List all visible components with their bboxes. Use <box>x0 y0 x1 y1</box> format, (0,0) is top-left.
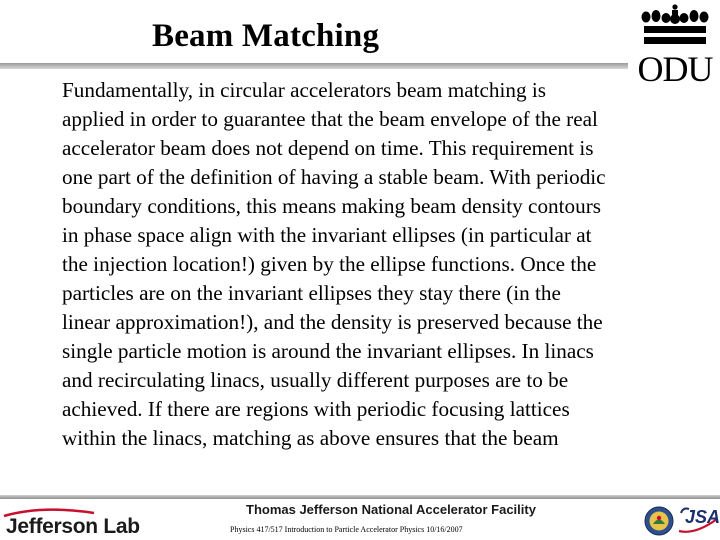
body-text-line: linear approximation!), and the density is preserved because the <box>62 310 603 334</box>
body-text-line: applied in order to guarantee that the beam envelope of the real <box>62 107 598 131</box>
body-text-line: accelerator beam does not depend on time. This requirement is <box>62 136 594 160</box>
body-text-line: single particle motion is around the invariant ellipses. In linacs <box>62 339 594 363</box>
jsa-logo <box>677 505 719 537</box>
slide-title: Beam Matching <box>152 18 380 54</box>
slide-body <box>62 76 702 453</box>
body-text-line: one part of the definition of having a stable beam. With periodic <box>62 165 606 189</box>
jsa-logo-text: JSA <box>685 507 720 527</box>
doe-seal-icon <box>644 506 674 536</box>
body-text-line: boundary conditions, this means making beam density contours <box>62 194 602 218</box>
body-text-line: within the linacs, matching as above ensures that the beam <box>62 426 559 450</box>
crown-icon <box>636 4 714 50</box>
title-divider <box>0 63 628 69</box>
body-text-line: the injection location!) given by the ellipse functions. Once the <box>62 252 597 276</box>
jefferson-lab-text: Jefferson Lab <box>6 515 140 538</box>
body-text-line: particles are on the invariant ellipses they stay there (in the <box>62 281 561 305</box>
body-text-line: achieved. If there are regions with periodic focusing lattices <box>62 397 570 421</box>
body-text-line: in phase space align with the invariant ellipses (in particular at <box>62 223 592 247</box>
jefferson-lab-logo <box>2 507 142 537</box>
body-text-line: Fundamentally, in circular accelerators beam matching is <box>62 78 546 102</box>
body-text-line: and recirculating linacs, usually different purposes are to be <box>62 368 569 392</box>
course-line: Physics 417/517 Introduction to Particle Accelerator Physics 10/16/2007 <box>230 525 463 534</box>
odu-logo-text: ODU <box>637 49 713 89</box>
odu-crown-logo <box>636 4 714 89</box>
facility-name: Thomas Jefferson National Accelerator Facility <box>246 502 536 517</box>
footer-divider <box>0 495 720 499</box>
